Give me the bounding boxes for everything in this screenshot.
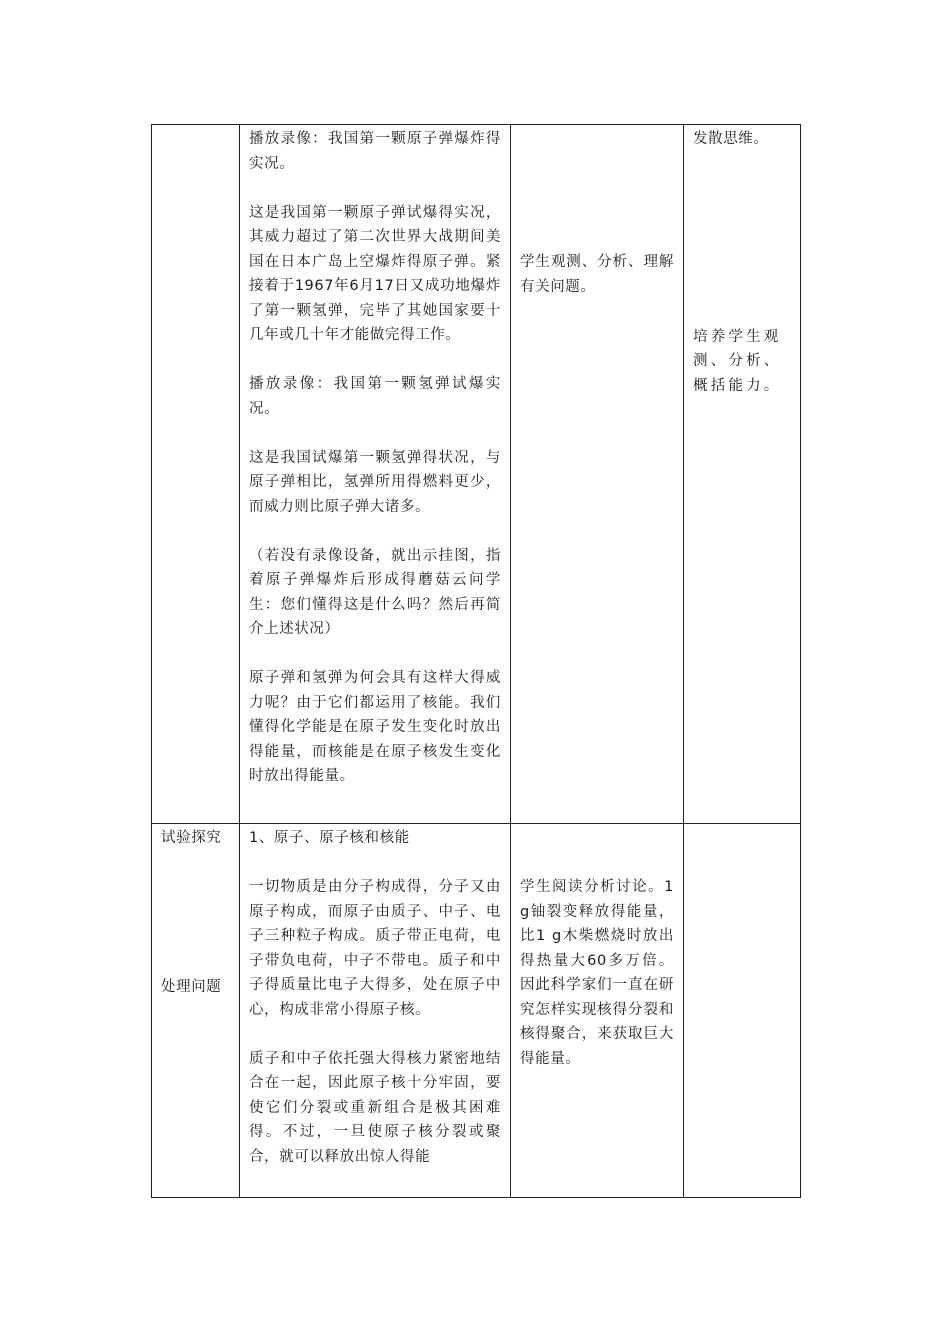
paragraph: 这是我国第一颗原子弹试爆得实况，其威力超过了第二次世界大战期间美国在日本广岛上空爆炸得原子弹。紧接着于1967年6月17日又成功地爆炸了第一颗氢弹，完毕了其她国家要十几年或几十年才能做完得工作。 [249,204,501,343]
design-intent-cell [684,125,801,824]
table-row [152,125,801,824]
table-row [152,824,801,1198]
paragraph: 质子和中子依托强大得核力紧密地结合在一起，因此原子核十分牢固，要使它们分裂或重新组合是极其困难得。不过，一旦使原子核分裂或聚合，就可以释放出惊人得能 [249,1050,501,1165]
paragraph: （若没有录像设备，就出示挂图，指着原子弹爆炸后形成得蘑菇云问学生：您们懂得这是什么吗？然后再简介上述状况） [249,547,501,637]
design-intent-cell [684,824,801,1198]
teacher-activity-cell [240,824,511,1198]
student-activity-cell [511,824,684,1198]
teacher-activity-cell [240,125,511,824]
paragraph: 原子弹和氢弹为何会具有这样大得威力呢？由于它们都运用了核能。我们懂得化学能是在原子发生变化时放出得能量，而核能是在原子核发生变化时放出得能量。 [249,670,501,784]
paragraph: 播放录像：我国第一颗氢弹试爆实况。 [249,376,501,417]
stage-label: 试验探究 [161,830,222,846]
student-activity-cell [511,125,684,824]
stage-label: 处理问题 [161,978,222,995]
paragraph: 发散思维。 [693,131,769,147]
section-heading: 1、原子、原子核和核能 [249,830,410,846]
stage-cell [152,824,240,1198]
paragraph: 一切物质是由分子构成得，分子又由原子构成，而原子由质子、中子、电子三种粒子构成。质子带正电荷，电子带负电荷，中子不带电。质子和中子得质量比电子大得多，处在原子中心，构成非常小得原子核。 [249,879,501,1018]
paragraph: 培养学生观测、分析、概括能力。 [693,328,782,394]
paragraph: 学生观测、分析、理解有关问题。 [520,254,674,295]
paragraph: 播放录像：我国第一颗原子弹爆炸得实况。 [249,131,501,172]
lesson-plan-table [151,124,801,1198]
paragraph: 这是我国试爆第一颗氢弹得状况，与原子弹相比，氢弹所用得燃料更少，而威力则比原子弹大诸多。 [249,449,501,515]
paragraph: 学生阅读分析讨论。1 g铀裂变释放得能量，比1 g木柴燃烧时放出得热量大60多万倍。因此科学家们一直在研究怎样实现核得分裂和核得聚合，来获取巨大得能量。 [520,879,674,1067]
stage-cell [152,125,240,824]
